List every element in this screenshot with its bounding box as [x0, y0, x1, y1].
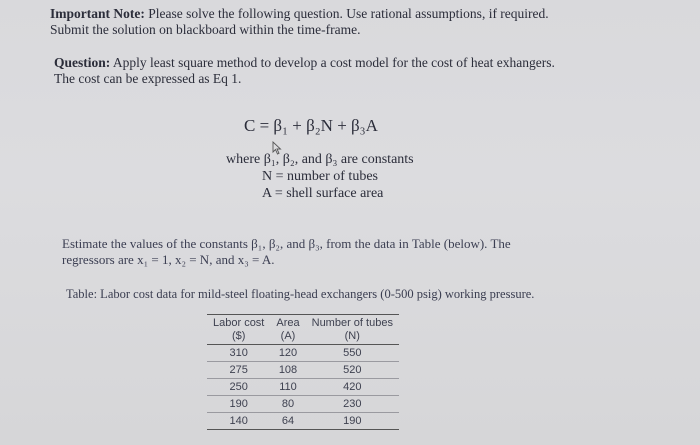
- header-area: Area: [270, 315, 305, 331]
- table-header-row: [207, 315, 399, 331]
- question-label: Question:: [54, 55, 111, 70]
- cell-area: 110: [270, 379, 305, 396]
- n-definition: N = number of tubes: [262, 169, 378, 184]
- table-row: [207, 345, 399, 362]
- cell-labor-cost: 190: [207, 396, 270, 413]
- table-row: [207, 413, 399, 430]
- labor-cost-table: [207, 314, 399, 430]
- cell-tubes: 230: [306, 396, 399, 413]
- estimate-line-1: Estimate the values of the constants β₁, β₂, and β₃, from the data in Table (below). The: [62, 236, 511, 251]
- cell-area: 120: [270, 345, 305, 362]
- unit-area: (A): [270, 330, 305, 345]
- note-line-2: Submit the solution on blackboard within the time-frame.: [50, 22, 361, 37]
- cell-tubes: 520: [306, 362, 399, 379]
- header-labor-cost: Labor cost: [207, 315, 270, 331]
- estimate-line-2: regressors are x₁ = 1, x₂ = N, and x₃ = A.: [62, 252, 275, 267]
- unit-labor-cost: ($): [207, 330, 270, 345]
- table-row: [207, 379, 399, 396]
- cell-area: 64: [270, 413, 305, 430]
- cell-labor-cost: 310: [207, 345, 270, 362]
- cell-labor-cost: 250: [207, 379, 270, 396]
- note-text-1: Please solve the following question. Use rational assumptions, if required.: [144, 6, 549, 21]
- where-line: where β₁, β₂, and β₃ are constants: [226, 152, 414, 167]
- question-line-2: The cost can be expressed as Eq 1.: [54, 71, 242, 86]
- cell-area: 108: [270, 362, 305, 379]
- cell-labor-cost: 140: [207, 413, 270, 430]
- table-caption: Table: Labor cost data for mild-steel floating-head exchangers (0-500 psig) working pressure.: [66, 287, 535, 301]
- question-line-1: [54, 55, 555, 71]
- note-line-1: [50, 6, 549, 22]
- table-row: [207, 396, 399, 413]
- unit-tubes: (N): [306, 330, 399, 345]
- cell-tubes: 550: [306, 345, 399, 362]
- cost-equation: C = β₁ + β₂N + β₃A: [244, 116, 378, 135]
- note-label: Important Note:: [50, 6, 145, 21]
- cell-tubes: 190: [306, 413, 399, 430]
- header-number-of-tubes: Number of tubes: [306, 315, 399, 331]
- cell-area: 80: [270, 396, 305, 413]
- question-text-1: Apply least square method to develop a cost model for the cost of heat exhangers.: [110, 55, 555, 70]
- table-unit-row: [207, 330, 399, 345]
- cell-tubes: 420: [306, 379, 399, 396]
- cell-labor-cost: 275: [207, 362, 270, 379]
- a-definition: A = shell surface area: [262, 186, 384, 201]
- table-row: [207, 362, 399, 379]
